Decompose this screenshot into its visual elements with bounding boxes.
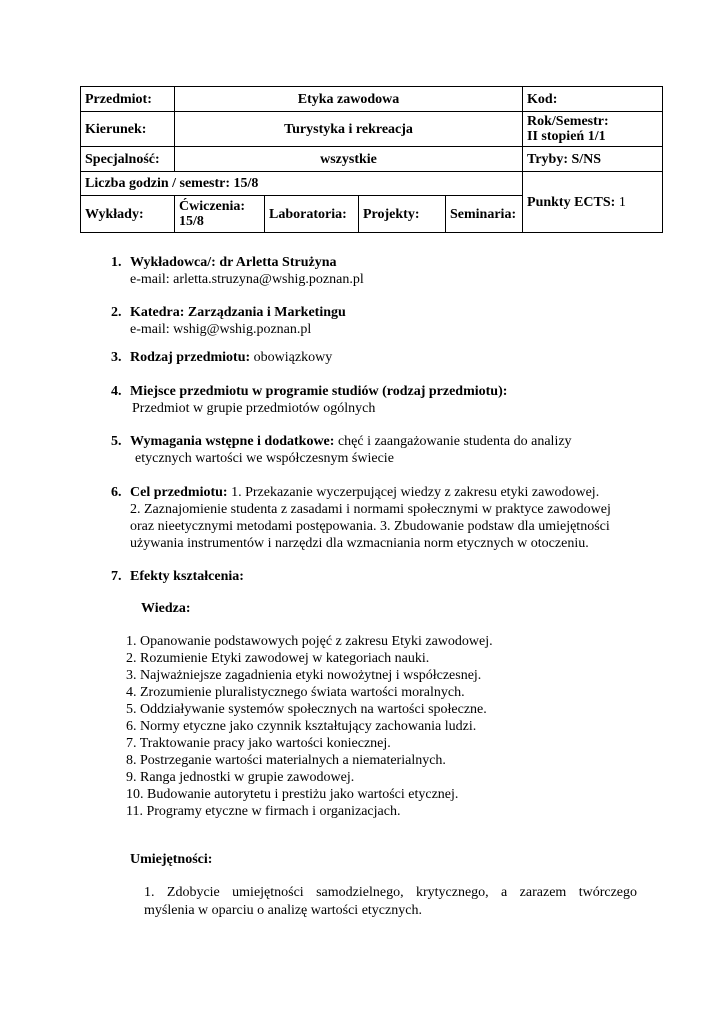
list-item: 1. Opanowanie podstawowych pojęć z zakresu Etyki zawodowej. [126,634,493,649]
goal-text-3: oraz nieetycznymi metodami postępowania. 3. Zbudowanie podstaw dla umiejętności [130,519,610,534]
list-item: 3. Najważniejsze zagadnienia etyki nowożytnej i współczesnej. [126,668,482,683]
section-requirements [111,433,651,467]
section-number: 4. [111,384,122,399]
section-number: 2. [111,305,122,320]
subject-type-title: Rodzaj przedmiotu: [130,350,251,365]
spec-label: Specjalność: [81,147,175,172]
year-value: II stopień 1/1 [527,129,606,144]
lecturer-email: e-mail: arletta.struzyna@wshig.poznan.pl [130,272,364,287]
department-title: Katedra: Zarządzania i Marketingu [130,305,346,320]
exercises-cell [175,196,265,233]
subject-value: Etyka zawodowa [175,87,523,112]
section-effects [111,568,651,585]
knowledge-list [126,633,493,820]
field-value: Turystyka i rekreacja [175,112,523,147]
section-program-place [111,383,651,417]
field-label: Kierunek: [81,112,175,147]
list-item: 5. Oddziaływanie systemów społecznych na wartości społeczne. [126,702,487,717]
goal-text-4: używania instrumentów i narzędzi dla wzmacniania norm etycznych w otoczeniu. [130,536,589,551]
table-row [81,112,663,147]
exercises-value: 15/8 [179,214,204,229]
list-item: 10. Budowanie autorytetu i prestiżu jako wartości etycznej. [126,787,459,802]
ects-cell [523,172,663,233]
department-email: e-mail: wshig@wshig.poznan.pl [130,322,312,337]
course-info-table [80,86,663,233]
requirements-text-2: etycznych wartości we współczesnym świecie [135,451,394,466]
modes: Tryby: S/NS [523,147,663,172]
program-place-text: Przedmiot w grupie przedmiotów ogólnych [132,401,376,416]
section-goal [111,484,651,552]
section-number: 7. [111,569,122,584]
list-item: 7. Traktowanie pracy jako wartości koniecznej. [126,736,391,751]
projects-label: Projekty: [359,196,446,233]
requirements-title: Wymagania wstępne i dodatkowe: [130,434,335,449]
section-number: 3. [111,350,122,365]
goal-text-2: 2. Zaznajomienie studenta z zasadami i normami społecznymi w praktyce zawodowej [130,502,611,517]
hours: Liczba godzin / semestr: 15/8 [81,172,523,196]
code-label: Kod: [523,87,663,112]
subject-label: Przedmiot: [81,87,175,112]
program-place-title: Miejsce przedmiotu w programie studiów (rodzaj przedmiotu): [130,384,508,399]
section-department [111,304,651,338]
section-subject-type [111,349,651,366]
list-item: 6. Normy etyczne jako czynnik kształtujący zachowania ludzi. [126,719,477,734]
list-item: 4. Zrozumienie pluralistycznego świata wartości moralnych. [126,685,465,700]
spec-value: wszystkie [175,147,523,172]
knowledge-heading: Wiedza: [141,601,191,616]
table-row [81,172,663,196]
requirements-text: chęć i zaangażowanie studenta do analizy [334,434,572,449]
skills-line-1: 1. Zdobycie umiejętności samodzielnego, krytycznego, a zarazem twórczego [144,885,637,900]
lab-label: Laboratoria: [265,196,359,233]
skills-heading: Umiejętności: [130,852,213,867]
skills-text [144,884,637,920]
section-lecturer [111,254,651,288]
section-number: 1. [111,255,122,270]
lectures-label: Wykłady: [81,196,175,233]
ects-value: 1 [618,194,626,210]
exercises-label: Ćwiczenia: [179,199,246,214]
table-row [81,87,663,112]
goal-title: Cel przedmiotu: [130,485,228,500]
table-row [81,147,663,172]
section-number: 6. [111,485,122,500]
year-label: Rok/Semestr: [527,114,609,129]
effects-title: Efekty kształcenia: [130,569,244,584]
year-cell [523,112,663,147]
list-item: 2. Rozumienie Etyki zawodowej w kategoriach nauki. [126,651,430,666]
list-item: 11. Programy etyczne w firmach i organizacjach. [126,804,401,819]
skills-line-2: myślenia w oparciu o analizę wartości etycznych. [144,903,422,918]
subject-type-text: obowiązkowy [250,350,333,365]
list-item: 8. Postrzeganie wartości materialnych a niematerialnych. [126,753,446,768]
seminars-label: Seminaria: [446,196,523,233]
section-number: 5. [111,434,122,449]
ects-label: Punkty ECTS: [527,194,616,210]
list-item: 9. Ranga jednostki w grupie zawodowej. [126,770,355,785]
goal-text-1: 1. Przekazanie wyczerpującej wiedzy z zakresu etyki zawodowej. [227,485,600,500]
lecturer-title: Wykładowca/: dr Arletta Strużyna [130,255,337,270]
